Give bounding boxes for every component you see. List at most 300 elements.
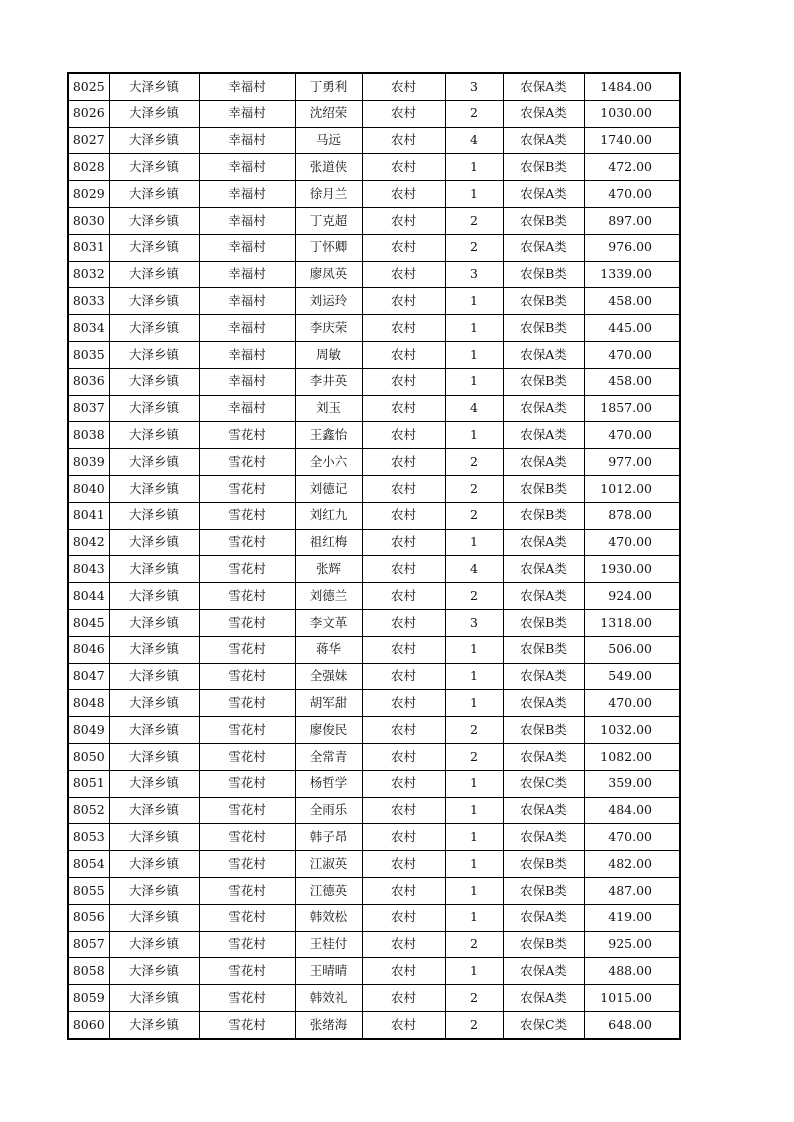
amount-cell: 458.00 bbox=[584, 368, 680, 395]
row-id-cell: 8029 bbox=[68, 181, 109, 208]
category-cell: 农保A类 bbox=[503, 449, 584, 476]
village-cell: 雪花村 bbox=[199, 475, 295, 502]
category-cell: 农保A类 bbox=[503, 73, 584, 100]
category-cell: 农保A类 bbox=[503, 824, 584, 851]
table-row bbox=[68, 73, 680, 100]
village-cell: 雪花村 bbox=[199, 609, 295, 636]
count-cell: 2 bbox=[445, 743, 503, 770]
type-cell: 农村 bbox=[362, 449, 445, 476]
row-id-cell: 8037 bbox=[68, 395, 109, 422]
table-row bbox=[68, 475, 680, 502]
name-cell: 李庆荣 bbox=[295, 315, 362, 342]
village-cell: 幸福村 bbox=[199, 207, 295, 234]
count-cell: 2 bbox=[445, 502, 503, 529]
name-cell: 蒋华 bbox=[295, 636, 362, 663]
village-cell: 幸福村 bbox=[199, 127, 295, 154]
row-id-cell: 8057 bbox=[68, 931, 109, 958]
amount-cell: 487.00 bbox=[584, 877, 680, 904]
row-id-cell: 8059 bbox=[68, 985, 109, 1012]
category-cell: 农保B类 bbox=[503, 502, 584, 529]
town-cell: 大泽乡镇 bbox=[109, 743, 199, 770]
category-cell: 农保B类 bbox=[503, 851, 584, 878]
type-cell: 农村 bbox=[362, 824, 445, 851]
name-cell: 周敏 bbox=[295, 341, 362, 368]
count-cell: 1 bbox=[445, 341, 503, 368]
village-cell: 雪花村 bbox=[199, 824, 295, 851]
count-cell: 1 bbox=[445, 958, 503, 985]
name-cell: 丁克超 bbox=[295, 207, 362, 234]
town-cell: 大泽乡镇 bbox=[109, 904, 199, 931]
amount-cell: 470.00 bbox=[584, 181, 680, 208]
row-id-cell: 8039 bbox=[68, 449, 109, 476]
type-cell: 农村 bbox=[362, 877, 445, 904]
name-cell: 江德英 bbox=[295, 877, 362, 904]
row-id-cell: 8041 bbox=[68, 502, 109, 529]
amount-cell: 470.00 bbox=[584, 341, 680, 368]
row-id-cell: 8030 bbox=[68, 207, 109, 234]
name-cell: 廖凤英 bbox=[295, 261, 362, 288]
category-cell: 农保C类 bbox=[503, 770, 584, 797]
type-cell: 农村 bbox=[362, 368, 445, 395]
amount-cell: 1032.00 bbox=[584, 717, 680, 744]
amount-cell: 976.00 bbox=[584, 234, 680, 261]
town-cell: 大泽乡镇 bbox=[109, 73, 199, 100]
data-table bbox=[67, 72, 681, 1040]
town-cell: 大泽乡镇 bbox=[109, 583, 199, 610]
row-id-cell: 8031 bbox=[68, 234, 109, 261]
count-cell: 2 bbox=[445, 475, 503, 502]
row-id-cell: 8044 bbox=[68, 583, 109, 610]
town-cell: 大泽乡镇 bbox=[109, 663, 199, 690]
table-row bbox=[68, 422, 680, 449]
row-id-cell: 8049 bbox=[68, 717, 109, 744]
table-row bbox=[68, 502, 680, 529]
row-id-cell: 8050 bbox=[68, 743, 109, 770]
name-cell: 丁怀卿 bbox=[295, 234, 362, 261]
town-cell: 大泽乡镇 bbox=[109, 422, 199, 449]
name-cell: 刘玉 bbox=[295, 395, 362, 422]
amount-cell: 1484.00 bbox=[584, 73, 680, 100]
town-cell: 大泽乡镇 bbox=[109, 127, 199, 154]
category-cell: 农保A类 bbox=[503, 181, 584, 208]
village-cell: 雪花村 bbox=[199, 636, 295, 663]
type-cell: 农村 bbox=[362, 261, 445, 288]
town-cell: 大泽乡镇 bbox=[109, 556, 199, 583]
type-cell: 农村 bbox=[362, 234, 445, 261]
row-id-cell: 8052 bbox=[68, 797, 109, 824]
village-cell: 雪花村 bbox=[199, 958, 295, 985]
amount-cell: 359.00 bbox=[584, 770, 680, 797]
row-id-cell: 8033 bbox=[68, 288, 109, 315]
row-id-cell: 8032 bbox=[68, 261, 109, 288]
name-cell: 全雨乐 bbox=[295, 797, 362, 824]
type-cell: 农村 bbox=[362, 797, 445, 824]
amount-cell: 470.00 bbox=[584, 824, 680, 851]
category-cell: 农保B类 bbox=[503, 368, 584, 395]
table-row bbox=[68, 556, 680, 583]
village-cell: 雪花村 bbox=[199, 931, 295, 958]
category-cell: 农保A类 bbox=[503, 395, 584, 422]
row-id-cell: 8055 bbox=[68, 877, 109, 904]
village-cell: 幸福村 bbox=[199, 261, 295, 288]
row-id-cell: 8040 bbox=[68, 475, 109, 502]
row-id-cell: 8058 bbox=[68, 958, 109, 985]
type-cell: 农村 bbox=[362, 207, 445, 234]
count-cell: 1 bbox=[445, 690, 503, 717]
count-cell: 1 bbox=[445, 770, 503, 797]
table-row bbox=[68, 690, 680, 717]
village-cell: 雪花村 bbox=[199, 583, 295, 610]
category-cell: 农保A类 bbox=[503, 690, 584, 717]
amount-cell: 1082.00 bbox=[584, 743, 680, 770]
row-id-cell: 8045 bbox=[68, 609, 109, 636]
name-cell: 丁勇利 bbox=[295, 73, 362, 100]
town-cell: 大泽乡镇 bbox=[109, 234, 199, 261]
town-cell: 大泽乡镇 bbox=[109, 315, 199, 342]
table-row bbox=[68, 234, 680, 261]
amount-cell: 897.00 bbox=[584, 207, 680, 234]
town-cell: 大泽乡镇 bbox=[109, 770, 199, 797]
count-cell: 3 bbox=[445, 609, 503, 636]
amount-cell: 1930.00 bbox=[584, 556, 680, 583]
count-cell: 3 bbox=[445, 73, 503, 100]
type-cell: 农村 bbox=[362, 717, 445, 744]
row-id-cell: 8035 bbox=[68, 341, 109, 368]
type-cell: 农村 bbox=[362, 958, 445, 985]
village-cell: 雪花村 bbox=[199, 422, 295, 449]
count-cell: 1 bbox=[445, 181, 503, 208]
table-row bbox=[68, 207, 680, 234]
village-cell: 雪花村 bbox=[199, 851, 295, 878]
category-cell: 农保B类 bbox=[503, 609, 584, 636]
name-cell: 刘德记 bbox=[295, 475, 362, 502]
count-cell: 1 bbox=[445, 824, 503, 851]
amount-cell: 549.00 bbox=[584, 663, 680, 690]
table-row bbox=[68, 985, 680, 1012]
document-page bbox=[67, 72, 681, 1040]
amount-cell: 977.00 bbox=[584, 449, 680, 476]
village-cell: 幸福村 bbox=[199, 100, 295, 127]
amount-cell: 482.00 bbox=[584, 851, 680, 878]
category-cell: 农保A类 bbox=[503, 341, 584, 368]
row-id-cell: 8038 bbox=[68, 422, 109, 449]
name-cell: 沈绍荣 bbox=[295, 100, 362, 127]
village-cell: 幸福村 bbox=[199, 234, 295, 261]
name-cell: 全强妹 bbox=[295, 663, 362, 690]
table-row bbox=[68, 797, 680, 824]
type-cell: 农村 bbox=[362, 636, 445, 663]
amount-cell: 925.00 bbox=[584, 931, 680, 958]
type-cell: 农村 bbox=[362, 663, 445, 690]
village-cell: 雪花村 bbox=[199, 502, 295, 529]
table-row bbox=[68, 877, 680, 904]
name-cell: 李井英 bbox=[295, 368, 362, 395]
amount-cell: 1030.00 bbox=[584, 100, 680, 127]
name-cell: 杨哲学 bbox=[295, 770, 362, 797]
count-cell: 4 bbox=[445, 556, 503, 583]
type-cell: 农村 bbox=[362, 475, 445, 502]
town-cell: 大泽乡镇 bbox=[109, 154, 199, 181]
type-cell: 农村 bbox=[362, 100, 445, 127]
table-row bbox=[68, 315, 680, 342]
category-cell: 农保A类 bbox=[503, 958, 584, 985]
category-cell: 农保B类 bbox=[503, 154, 584, 181]
table-row bbox=[68, 127, 680, 154]
type-cell: 农村 bbox=[362, 1011, 445, 1038]
village-cell: 幸福村 bbox=[199, 288, 295, 315]
village-cell: 幸福村 bbox=[199, 315, 295, 342]
name-cell: 刘运玲 bbox=[295, 288, 362, 315]
type-cell: 农村 bbox=[362, 690, 445, 717]
row-id-cell: 8054 bbox=[68, 851, 109, 878]
table-body bbox=[68, 73, 680, 1039]
count-cell: 1 bbox=[445, 663, 503, 690]
row-id-cell: 8034 bbox=[68, 315, 109, 342]
name-cell: 祖红梅 bbox=[295, 529, 362, 556]
type-cell: 农村 bbox=[362, 851, 445, 878]
amount-cell: 1339.00 bbox=[584, 261, 680, 288]
count-cell: 1 bbox=[445, 851, 503, 878]
village-cell: 雪花村 bbox=[199, 663, 295, 690]
town-cell: 大泽乡镇 bbox=[109, 797, 199, 824]
table-row bbox=[68, 931, 680, 958]
name-cell: 江淑英 bbox=[295, 851, 362, 878]
name-cell: 王鑫怡 bbox=[295, 422, 362, 449]
amount-cell: 1015.00 bbox=[584, 985, 680, 1012]
name-cell: 张绪海 bbox=[295, 1011, 362, 1038]
count-cell: 1 bbox=[445, 154, 503, 181]
town-cell: 大泽乡镇 bbox=[109, 958, 199, 985]
category-cell: 农保B类 bbox=[503, 288, 584, 315]
row-id-cell: 8047 bbox=[68, 663, 109, 690]
town-cell: 大泽乡镇 bbox=[109, 1011, 199, 1038]
count-cell: 2 bbox=[445, 583, 503, 610]
count-cell: 2 bbox=[445, 449, 503, 476]
amount-cell: 419.00 bbox=[584, 904, 680, 931]
table-row bbox=[68, 341, 680, 368]
name-cell: 刘红九 bbox=[295, 502, 362, 529]
row-id-cell: 8027 bbox=[68, 127, 109, 154]
category-cell: 农保C类 bbox=[503, 1011, 584, 1038]
town-cell: 大泽乡镇 bbox=[109, 824, 199, 851]
count-cell: 1 bbox=[445, 904, 503, 931]
town-cell: 大泽乡镇 bbox=[109, 717, 199, 744]
category-cell: 农保B类 bbox=[503, 877, 584, 904]
amount-cell: 506.00 bbox=[584, 636, 680, 663]
name-cell: 徐月兰 bbox=[295, 181, 362, 208]
row-id-cell: 8046 bbox=[68, 636, 109, 663]
count-cell: 2 bbox=[445, 985, 503, 1012]
type-cell: 农村 bbox=[362, 422, 445, 449]
category-cell: 农保A类 bbox=[503, 743, 584, 770]
table-row bbox=[68, 1011, 680, 1038]
town-cell: 大泽乡镇 bbox=[109, 931, 199, 958]
town-cell: 大泽乡镇 bbox=[109, 261, 199, 288]
type-cell: 农村 bbox=[362, 315, 445, 342]
village-cell: 雪花村 bbox=[199, 770, 295, 797]
count-cell: 1 bbox=[445, 422, 503, 449]
town-cell: 大泽乡镇 bbox=[109, 636, 199, 663]
type-cell: 农村 bbox=[362, 529, 445, 556]
name-cell: 胡军甜 bbox=[295, 690, 362, 717]
village-cell: 雪花村 bbox=[199, 743, 295, 770]
type-cell: 农村 bbox=[362, 609, 445, 636]
amount-cell: 445.00 bbox=[584, 315, 680, 342]
row-id-cell: 8042 bbox=[68, 529, 109, 556]
category-cell: 农保B类 bbox=[503, 636, 584, 663]
type-cell: 农村 bbox=[362, 502, 445, 529]
village-cell: 雪花村 bbox=[199, 556, 295, 583]
category-cell: 农保B类 bbox=[503, 931, 584, 958]
type-cell: 农村 bbox=[362, 395, 445, 422]
category-cell: 农保A类 bbox=[503, 797, 584, 824]
count-cell: 1 bbox=[445, 877, 503, 904]
amount-cell: 470.00 bbox=[584, 422, 680, 449]
category-cell: 农保A类 bbox=[503, 127, 584, 154]
town-cell: 大泽乡镇 bbox=[109, 475, 199, 502]
table-row bbox=[68, 958, 680, 985]
type-cell: 农村 bbox=[362, 985, 445, 1012]
type-cell: 农村 bbox=[362, 181, 445, 208]
count-cell: 2 bbox=[445, 234, 503, 261]
table-row bbox=[68, 743, 680, 770]
category-cell: 农保A类 bbox=[503, 663, 584, 690]
category-cell: 农保A类 bbox=[503, 422, 584, 449]
amount-cell: 470.00 bbox=[584, 690, 680, 717]
amount-cell: 458.00 bbox=[584, 288, 680, 315]
count-cell: 2 bbox=[445, 717, 503, 744]
village-cell: 幸福村 bbox=[199, 368, 295, 395]
type-cell: 农村 bbox=[362, 931, 445, 958]
name-cell: 韩效礼 bbox=[295, 985, 362, 1012]
village-cell: 雪花村 bbox=[199, 690, 295, 717]
table-row bbox=[68, 824, 680, 851]
category-cell: 农保B类 bbox=[503, 475, 584, 502]
name-cell: 韩子昂 bbox=[295, 824, 362, 851]
town-cell: 大泽乡镇 bbox=[109, 181, 199, 208]
category-cell: 农保A类 bbox=[503, 100, 584, 127]
row-id-cell: 8056 bbox=[68, 904, 109, 931]
village-cell: 幸福村 bbox=[199, 395, 295, 422]
name-cell: 马远 bbox=[295, 127, 362, 154]
type-cell: 农村 bbox=[362, 341, 445, 368]
town-cell: 大泽乡镇 bbox=[109, 207, 199, 234]
town-cell: 大泽乡镇 bbox=[109, 288, 199, 315]
row-id-cell: 8051 bbox=[68, 770, 109, 797]
count-cell: 4 bbox=[445, 127, 503, 154]
amount-cell: 470.00 bbox=[584, 529, 680, 556]
count-cell: 1 bbox=[445, 368, 503, 395]
type-cell: 农村 bbox=[362, 288, 445, 315]
count-cell: 1 bbox=[445, 315, 503, 342]
village-cell: 雪花村 bbox=[199, 904, 295, 931]
category-cell: 农保A类 bbox=[503, 985, 584, 1012]
table-row bbox=[68, 395, 680, 422]
name-cell: 廖俊民 bbox=[295, 717, 362, 744]
town-cell: 大泽乡镇 bbox=[109, 100, 199, 127]
amount-cell: 484.00 bbox=[584, 797, 680, 824]
town-cell: 大泽乡镇 bbox=[109, 341, 199, 368]
village-cell: 幸福村 bbox=[199, 73, 295, 100]
amount-cell: 1012.00 bbox=[584, 475, 680, 502]
village-cell: 幸福村 bbox=[199, 341, 295, 368]
village-cell: 幸福村 bbox=[199, 154, 295, 181]
town-cell: 大泽乡镇 bbox=[109, 851, 199, 878]
count-cell: 2 bbox=[445, 931, 503, 958]
row-id-cell: 8036 bbox=[68, 368, 109, 395]
count-cell: 3 bbox=[445, 261, 503, 288]
row-id-cell: 8048 bbox=[68, 690, 109, 717]
town-cell: 大泽乡镇 bbox=[109, 985, 199, 1012]
row-id-cell: 8025 bbox=[68, 73, 109, 100]
table-row bbox=[68, 904, 680, 931]
name-cell: 李文革 bbox=[295, 609, 362, 636]
town-cell: 大泽乡镇 bbox=[109, 449, 199, 476]
village-cell: 雪花村 bbox=[199, 1011, 295, 1038]
name-cell: 张辉 bbox=[295, 556, 362, 583]
count-cell: 1 bbox=[445, 797, 503, 824]
name-cell: 刘德兰 bbox=[295, 583, 362, 610]
village-cell: 雪花村 bbox=[199, 877, 295, 904]
town-cell: 大泽乡镇 bbox=[109, 368, 199, 395]
town-cell: 大泽乡镇 bbox=[109, 529, 199, 556]
name-cell: 张道侠 bbox=[295, 154, 362, 181]
category-cell: 农保A类 bbox=[503, 234, 584, 261]
table-row bbox=[68, 663, 680, 690]
category-cell: 农保A类 bbox=[503, 904, 584, 931]
name-cell: 全小六 bbox=[295, 449, 362, 476]
amount-cell: 1857.00 bbox=[584, 395, 680, 422]
town-cell: 大泽乡镇 bbox=[109, 877, 199, 904]
table-row bbox=[68, 368, 680, 395]
amount-cell: 472.00 bbox=[584, 154, 680, 181]
type-cell: 农村 bbox=[362, 556, 445, 583]
category-cell: 农保A类 bbox=[503, 529, 584, 556]
count-cell: 4 bbox=[445, 395, 503, 422]
category-cell: 农保B类 bbox=[503, 717, 584, 744]
table-row bbox=[68, 449, 680, 476]
type-cell: 农村 bbox=[362, 127, 445, 154]
table-row bbox=[68, 851, 680, 878]
name-cell: 王晴晴 bbox=[295, 958, 362, 985]
count-cell: 2 bbox=[445, 207, 503, 234]
amount-cell: 1740.00 bbox=[584, 127, 680, 154]
table-row bbox=[68, 181, 680, 208]
category-cell: 农保B类 bbox=[503, 261, 584, 288]
type-cell: 农村 bbox=[362, 743, 445, 770]
table-row bbox=[68, 636, 680, 663]
table-row bbox=[68, 529, 680, 556]
village-cell: 幸福村 bbox=[199, 181, 295, 208]
row-id-cell: 8053 bbox=[68, 824, 109, 851]
type-cell: 农村 bbox=[362, 770, 445, 797]
row-id-cell: 8043 bbox=[68, 556, 109, 583]
type-cell: 农村 bbox=[362, 904, 445, 931]
name-cell: 韩效松 bbox=[295, 904, 362, 931]
table-row bbox=[68, 261, 680, 288]
count-cell: 1 bbox=[445, 529, 503, 556]
count-cell: 2 bbox=[445, 100, 503, 127]
amount-cell: 648.00 bbox=[584, 1011, 680, 1038]
village-cell: 雪花村 bbox=[199, 985, 295, 1012]
amount-cell: 1318.00 bbox=[584, 609, 680, 636]
village-cell: 雪花村 bbox=[199, 797, 295, 824]
village-cell: 雪花村 bbox=[199, 449, 295, 476]
count-cell: 2 bbox=[445, 1011, 503, 1038]
type-cell: 农村 bbox=[362, 73, 445, 100]
row-id-cell: 8060 bbox=[68, 1011, 109, 1038]
table-row bbox=[68, 100, 680, 127]
